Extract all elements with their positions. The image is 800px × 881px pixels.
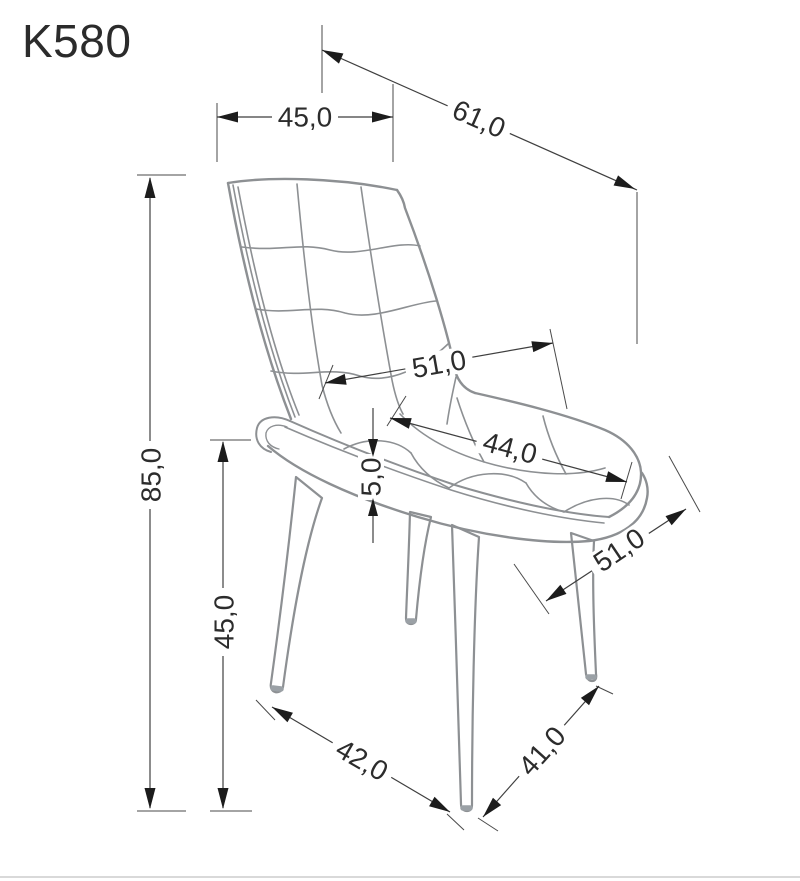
dim-label-seat-depth: 51,0 <box>587 521 651 579</box>
label-cushion-thickness <box>356 454 387 500</box>
arrow-icon <box>543 585 567 606</box>
extension-tick <box>447 814 464 830</box>
seat-puff-1 <box>344 441 411 453</box>
label-back-to-front <box>403 343 475 385</box>
dim-label-front-leg-span: 42,0 <box>330 732 394 788</box>
arrow-icon <box>145 788 156 809</box>
backrest-top-edge <box>228 179 397 190</box>
label-total-depth <box>442 91 517 147</box>
dim-label-back-width: 45,0 <box>277 101 333 133</box>
label-total-height <box>136 441 167 509</box>
label-seat-cushion-width <box>473 424 547 472</box>
label-seat-height <box>209 588 240 656</box>
page-title: K580 <box>22 15 132 67</box>
backrest-seam-col-2 <box>361 187 403 414</box>
backrest-seam-row-1 <box>242 245 420 252</box>
extension-line <box>550 329 567 409</box>
backrest-piping-1 <box>233 185 295 417</box>
dim-label-total-depth: 61,0 <box>447 93 511 145</box>
arrow-icon <box>218 441 229 462</box>
seat-welt-line-1 <box>290 421 609 517</box>
arrow-icon <box>429 797 453 817</box>
front-left-leg <box>271 477 322 692</box>
dim-label-seat-height: 45,0 <box>208 594 240 650</box>
label-back-width <box>272 102 338 133</box>
dim-label-back-to-front: 51,0 <box>409 344 469 384</box>
dim-label-side-leg-span: 41,0 <box>512 720 572 782</box>
extension-tick <box>256 700 275 720</box>
arrow-icon <box>324 374 347 388</box>
dim-label-total-height: 85,0 <box>135 447 167 503</box>
backrest-left-edge <box>228 183 291 419</box>
backrest-corner-seam <box>447 377 456 424</box>
arrow-icon <box>145 177 156 198</box>
extension-tick <box>478 818 498 831</box>
arrow-icon <box>320 45 344 64</box>
label-front-leg-span <box>325 730 399 791</box>
front-left-foot-cap <box>273 688 281 689</box>
label-seat-depth <box>582 518 656 582</box>
backrest-seam-row-2 <box>256 301 436 315</box>
dim-label-cushion-thickness: 5,0 <box>355 457 387 497</box>
arrow-icon <box>218 788 229 809</box>
rear-left-leg <box>406 512 431 624</box>
seat-seam-cross-2 <box>543 416 566 474</box>
arrow-icon <box>531 338 554 352</box>
arrow-icon <box>666 504 690 525</box>
arrow-icon <box>217 112 238 123</box>
backrest-piping-2 <box>238 187 299 415</box>
arrow-icon <box>614 175 638 194</box>
dimension-labels <box>136 91 656 790</box>
label-side-leg-span <box>508 715 577 786</box>
arrowheads <box>145 45 690 821</box>
extension-line <box>514 564 549 614</box>
chair-illustration <box>228 179 648 811</box>
dim-label-seat-cushion-width: 44,0 <box>479 425 541 471</box>
seat-bottom-edge <box>268 446 648 542</box>
extension-line <box>669 456 700 512</box>
backrest-seam-col-1 <box>297 184 341 433</box>
front-right-leg <box>452 525 479 811</box>
arrow-icon <box>269 702 293 722</box>
chair-backrest <box>228 179 475 433</box>
arrow-icon <box>372 112 393 123</box>
